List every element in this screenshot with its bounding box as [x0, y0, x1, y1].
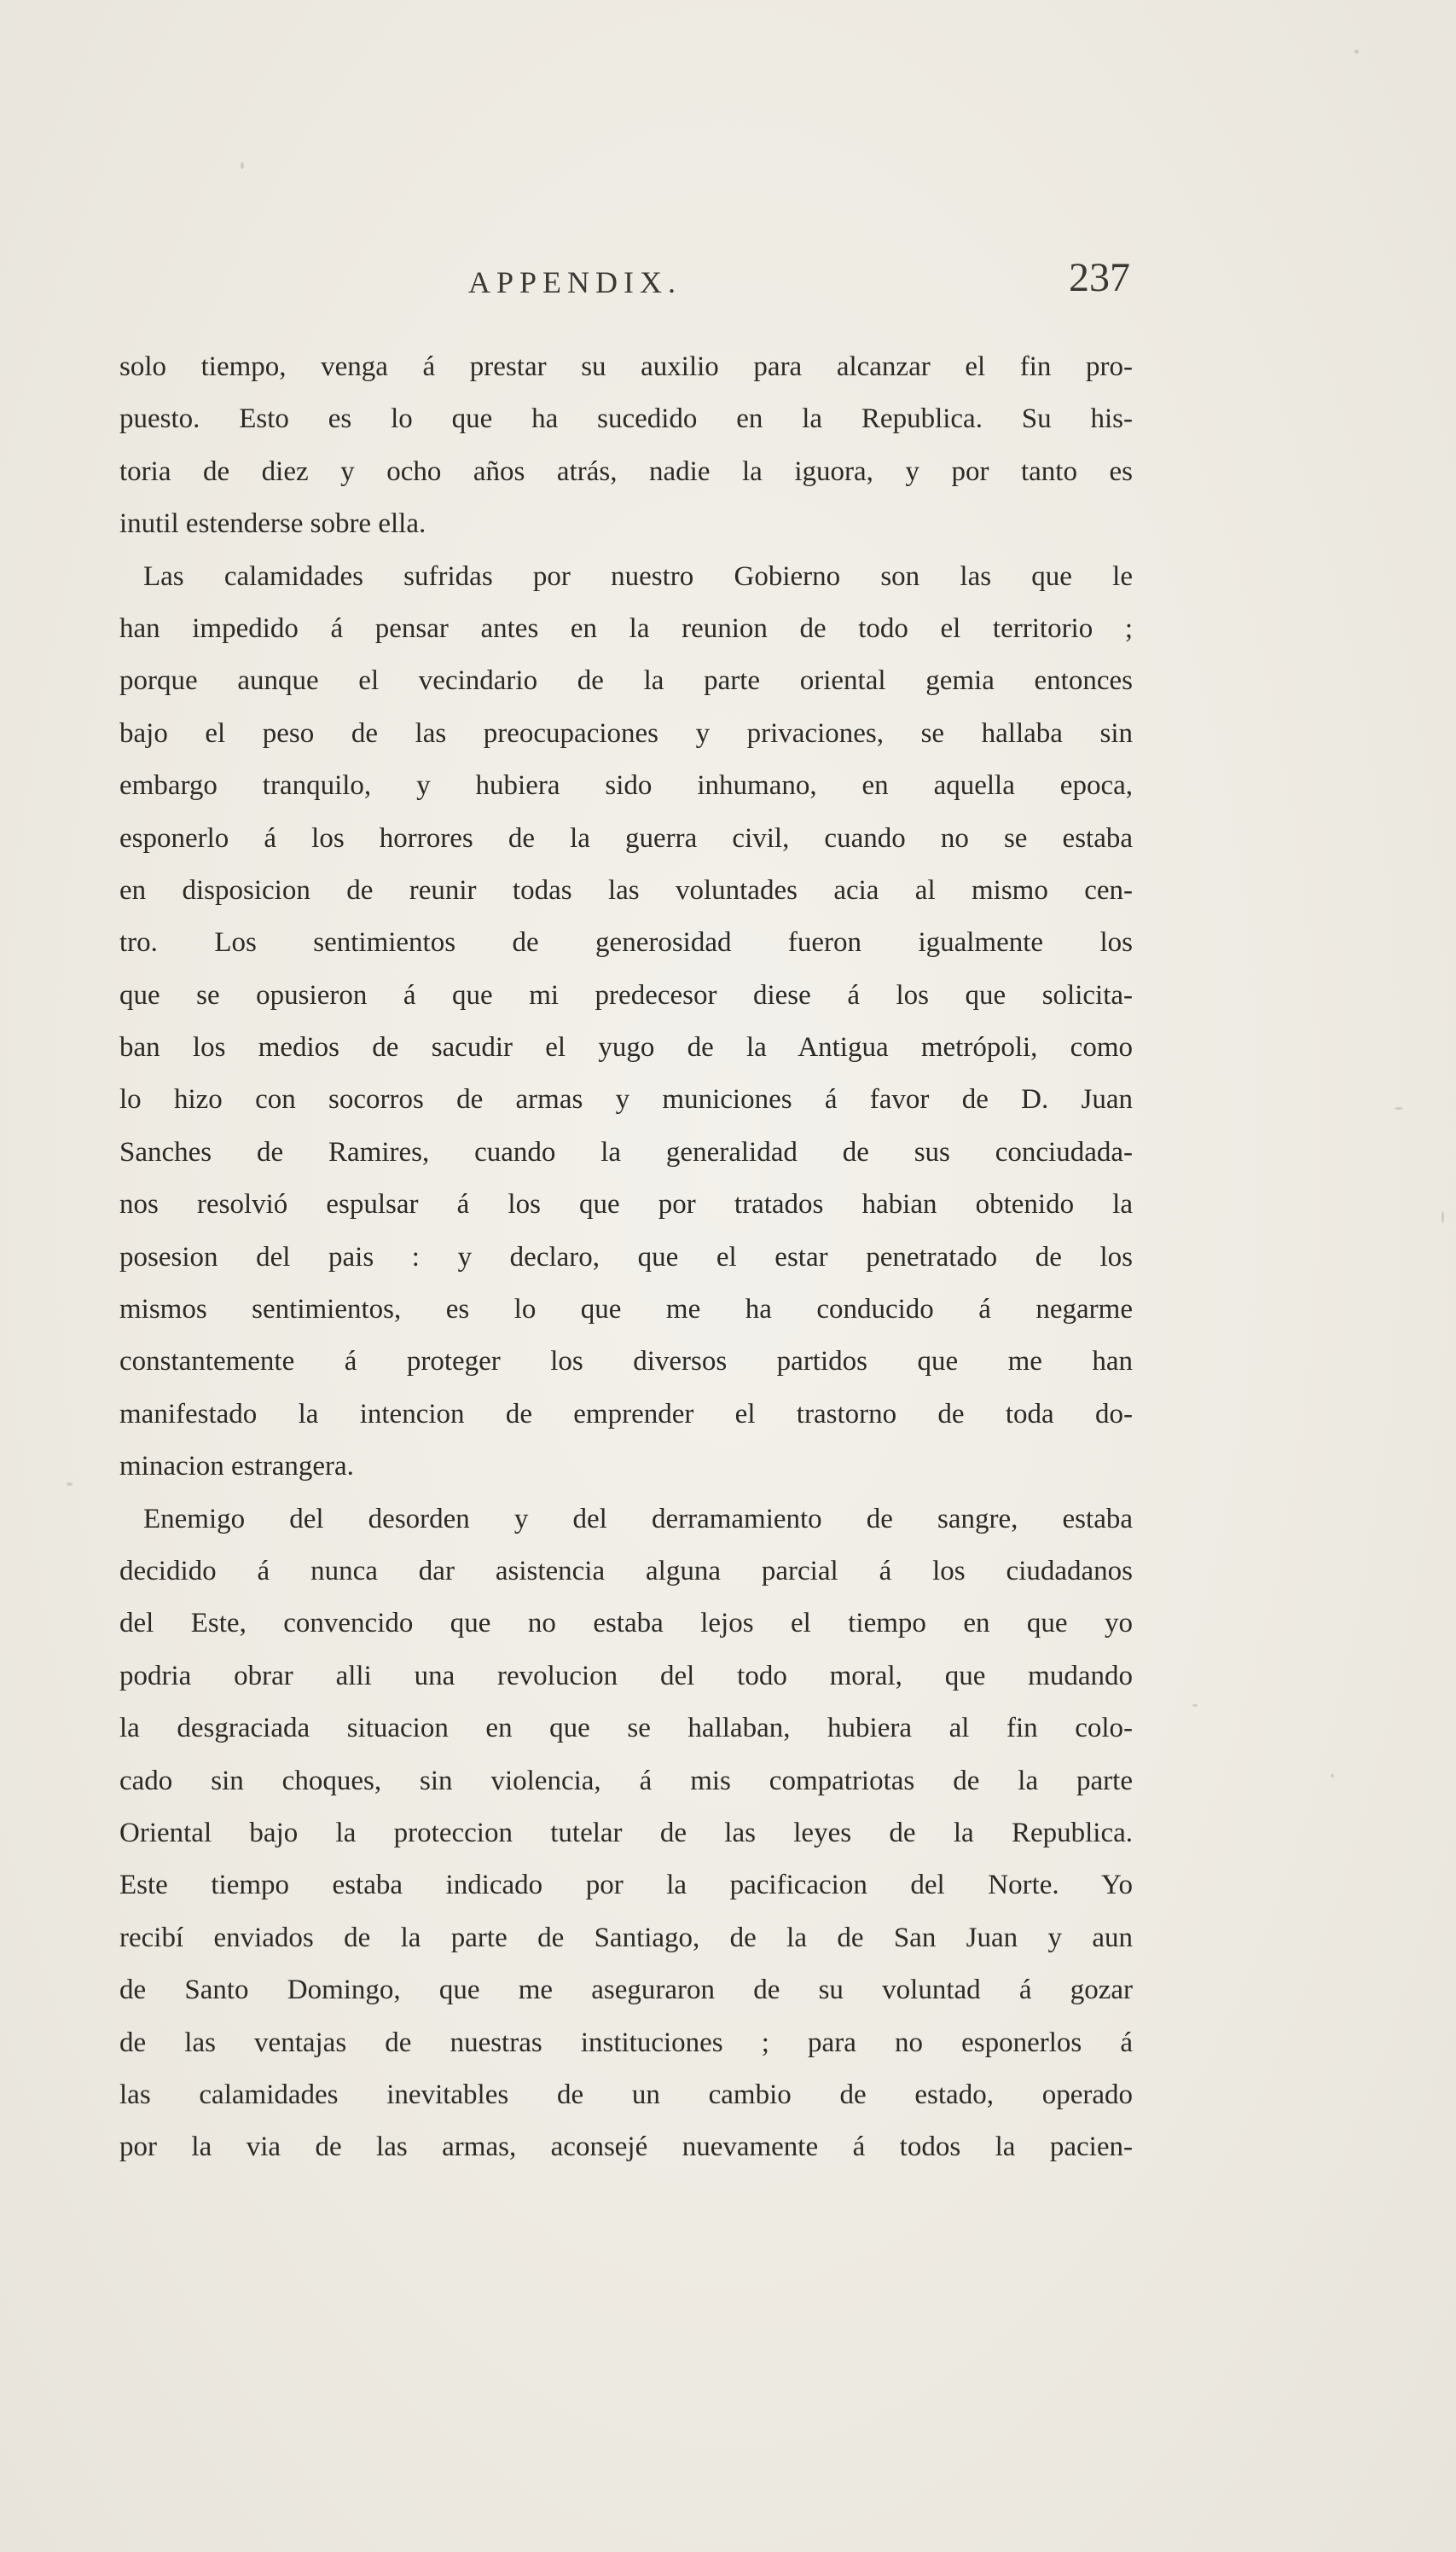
paper-speck: [67, 1482, 73, 1486]
text-line: por la via de las armas, aconsejé nuevamente á todos la pacien-: [119, 2132, 1133, 2163]
paper-speck: [1395, 1107, 1403, 1110]
text-line: Este tiempo estaba indicado por la pacificacion del Norte. Yo: [119, 1870, 1133, 1901]
text-line: del Este, convencido que no estaba lejos el tiempo en que yo: [119, 1608, 1133, 1639]
text-line: posesion del pais : y declaro, que el estar penetratado de los: [119, 1241, 1133, 1273]
text-line: tro. Los sentimientos de generosidad fueron igualmente los: [119, 927, 1133, 959]
text-line: Sanches de Ramires, cuando la generalidad de sus conciudada-: [119, 1136, 1133, 1168]
text-line: Enemigo del desorden y del derramamiento de sangre, estaba: [143, 1503, 1133, 1534]
text-line: toria de diez y ocho años atrás, nadie la iguora, y por tanto es: [119, 455, 1133, 487]
body-text: [119, 341, 1133, 2174]
paper-speck: [1441, 1211, 1444, 1223]
text-line: ban los medios de sacudir el yugo de la Antigua metrópoli, como: [119, 1032, 1133, 1064]
text-line: de Santo Domingo, que me aseguraron de su voluntad á gozar: [119, 1975, 1133, 2006]
paper-speck: [1192, 1704, 1198, 1707]
text-line: nos resolvió espulsar á los que por tratados habian obtenido la: [119, 1189, 1133, 1221]
text-line: recibí enviados de la parte de Santiago, de la de San Juan y aun: [119, 1922, 1133, 1953]
text-line: constantemente á proteger los diversos partidos que me han: [119, 1346, 1133, 1378]
text-line: puesto. Esto es lo que ha sucedido en la Republica. Su his-: [119, 403, 1133, 435]
text-line: manifestado la intencion de emprender el trastorno de toda do-: [119, 1398, 1133, 1430]
text-line: Oriental bajo la proteccion tutelar de las leyes de la Republica.: [119, 1817, 1133, 1848]
text-line: Las calamidades sufridas por nuestro Gobierno son las que le: [143, 560, 1133, 592]
text-line: la desgraciada situacion en que se hallaban, hubiera al fin colo-: [119, 1713, 1133, 1744]
running-title: APPENDIX.: [468, 265, 682, 299]
text-line: de las ventajas de nuestras instituciones ; para no esponerlos á: [119, 2027, 1133, 2058]
text-line: solo tiempo, venga á prestar su auxilio para alcanzar el fin pro-: [119, 351, 1133, 382]
text-line: porque aunque el vecindario de la parte oriental gemia entonces: [119, 665, 1133, 697]
text-line: podria obrar alli una revolucion del todo moral, que mudando: [119, 1660, 1133, 1691]
text-line: cado sin choques, sin violencia, á mis compatriotas de la parte: [119, 1765, 1133, 1796]
page-header: [124, 254, 1130, 314]
text-line: mismos sentimientos, es lo que me ha conducido á negarme: [119, 1294, 1133, 1325]
text-line: minacion estrangera.: [119, 1451, 354, 1482]
text-line: han impedido á pensar antes en la reunion de todo el territorio ;: [119, 612, 1133, 644]
paper-speck: [1354, 49, 1359, 54]
text-line: embargo tranquilo, y hubiera sido inhumano, en aquella epoca,: [119, 770, 1133, 802]
paper-speck: [241, 162, 244, 169]
text-line: lo hizo con socorros de armas y municiones á favor de D. Juan: [119, 1084, 1133, 1116]
page-number: 237: [1069, 255, 1130, 300]
text-line: en disposicion de reunir todas las voluntades acia al mismo cen-: [119, 874, 1133, 906]
text-line: bajo el peso de las preocupaciones y privaciones, se hallaba sin: [119, 717, 1133, 749]
text-line: decidido á nunca dar asistencia alguna parcial á los ciudadanos: [119, 1555, 1133, 1586]
text-line: que se opusieron á que mi predecesor diese á los que solicita-: [119, 979, 1133, 1011]
text-line: inutil estenderse sobre ella.: [119, 508, 426, 540]
text-line: las calamidades inevitables de un cambio de estado, operado: [119, 2079, 1133, 2110]
paper-speck: [1331, 1774, 1334, 1778]
text-line: esponerlo á los horrores de la guerra civil, cuando no se estaba: [119, 822, 1133, 854]
